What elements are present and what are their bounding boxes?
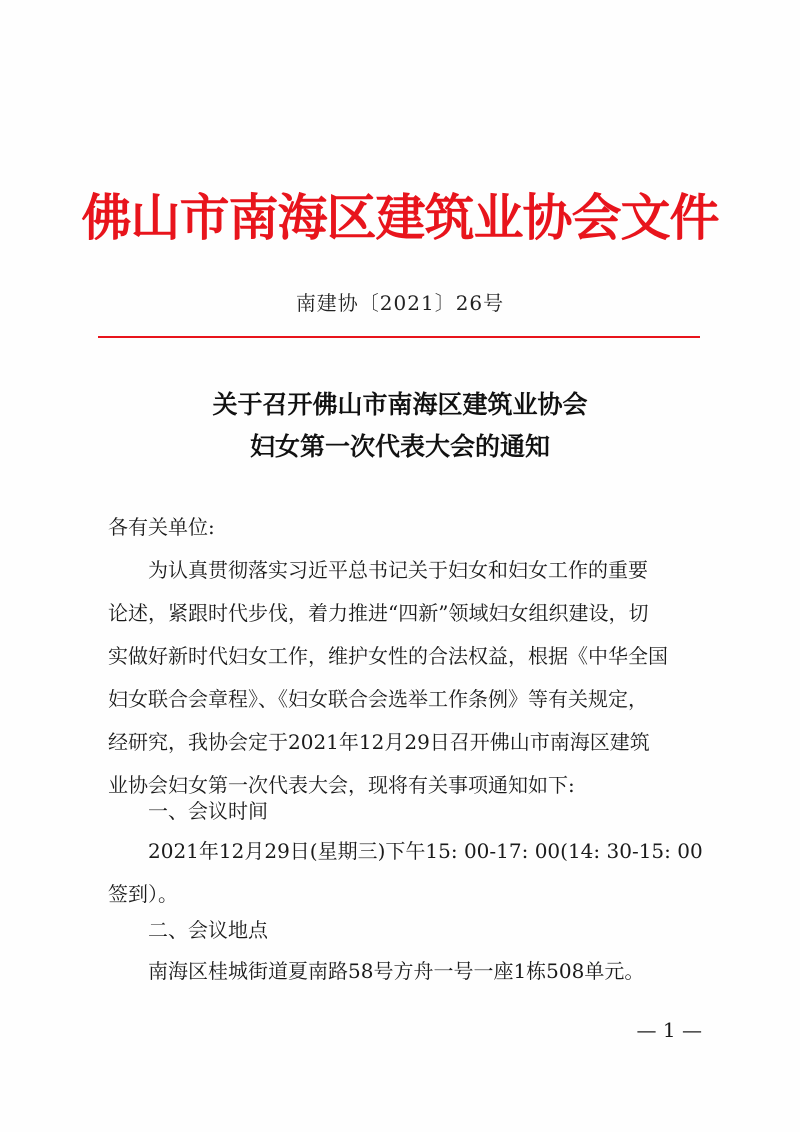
document-number: 南建协〔2021〕26号 <box>295 291 505 315</box>
intro-line: 论述，紧跟时代步伐，着力推进“四新”领域妇女组织建设，切 <box>108 601 649 625</box>
notice-title-line-2: 妇女第一次代表大会的通知 <box>249 432 550 461</box>
section-heading-meeting-time: 一、会议时间 <box>148 799 268 823</box>
salutation: 各有关单位: <box>108 515 215 539</box>
section-heading-meeting-location: 二、会议地点 <box>148 918 268 942</box>
section-line: 签到）。 <box>108 882 178 906</box>
notice-title-line-1: 关于召开佛山市南海区建筑业协会 <box>212 390 588 419</box>
red-divider-line <box>98 336 700 338</box>
intro-line: 妇女联合会章程》、《妇女联合会选举工作条例》等有关规定， <box>108 687 648 711</box>
intro-line: 经研究，我协会定于2021年12月29日召开佛山市南海区建筑 <box>108 730 650 754</box>
intro-paragraph <box>108 549 704 807</box>
masthead-title: 佛山市南海区建筑业协会文件 <box>81 189 719 247</box>
notice-title <box>0 384 800 468</box>
section-body-meeting-time <box>108 830 704 916</box>
section-body-meeting-location <box>108 950 704 993</box>
page-number: — 1 — <box>636 1018 702 1042</box>
section-line: 2021年12月29日(星期三)下午15: 00-17: 00(14: 30-15: 00 <box>148 839 703 863</box>
intro-line: 业协会妇女第一次代表大会，现将有关事项通知如下: <box>108 773 575 797</box>
intro-line: 为认真贯彻落实习近平总书记关于妇女和妇女工作的重要 <box>148 558 648 582</box>
section-line: 南海区桂城街道夏南路58号方舟一号一座1栋508单元。 <box>148 959 645 983</box>
intro-line: 实做好新时代妇女工作，维护女性的合法权益，根据《中华全国 <box>108 644 668 668</box>
